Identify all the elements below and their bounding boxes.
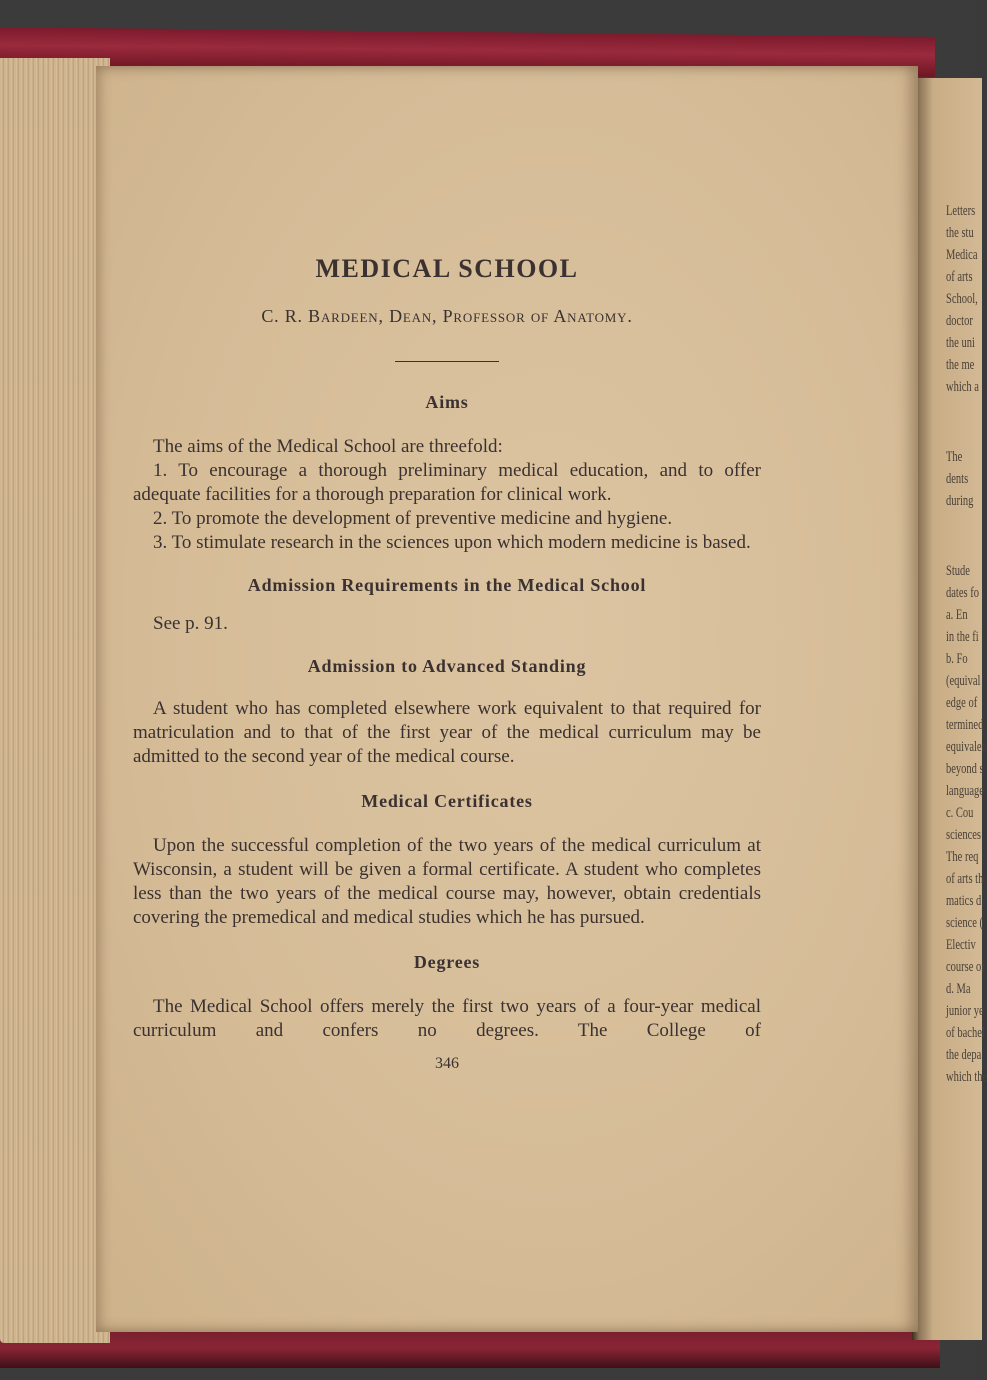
facing-gap (946, 398, 974, 446)
facing-line: beyond s (946, 761, 984, 777)
page-title: MEDICAL SCHOOL (315, 254, 579, 283)
facing-line: equivalen (946, 739, 987, 755)
facing-line: doctor (946, 313, 973, 329)
facing-line: dents (946, 471, 969, 487)
degrees-heading: Degrees (413, 952, 481, 972)
facing-line: Medica (946, 247, 978, 263)
facing-line: edge of (946, 695, 978, 711)
facing-line: of arts (946, 269, 973, 285)
facing-line: the stu (946, 225, 974, 241)
facing-line: d. Ma (946, 981, 971, 997)
dean-line: C. R. Bardeen, Dean, Professor of Anatomy. (261, 306, 633, 326)
admission-heading: Admission Requirements in the Medical School (247, 575, 647, 595)
advanced-standing-heading: Admission to Advanced Standing (307, 656, 587, 676)
facing-line: which the (946, 1069, 987, 1085)
facing-line: termined (946, 717, 984, 733)
degrees-text: The Medical School offers merely the first two years of a four-year medical curriculum and confers no degrees. The College of (133, 996, 761, 1041)
facing-line: Letters (946, 203, 976, 219)
aims-heading: Aims (425, 392, 469, 412)
facing-line: which a (946, 379, 979, 395)
facing-line: (equival (946, 673, 981, 689)
aims-item-1: 1. To encourage a thorough preliminary medical education, and to offer adequate facilities for a thorough preparation for clinical work. (133, 460, 761, 505)
facing-line: of bachel (946, 1025, 985, 1041)
facing-line: the me (946, 357, 975, 373)
facing-line: sciences (946, 827, 981, 843)
facing-line: The req (946, 849, 979, 865)
facing-line: matics d (946, 893, 982, 909)
facing-line: a. En (946, 607, 968, 623)
page-content (133, 186, 761, 1073)
facing-line: dates fo (946, 585, 979, 601)
aims-intro: The aims of the Medical School are threefold: (153, 436, 503, 457)
facing-line: The (946, 449, 963, 465)
facing-line: junior ye (946, 1003, 984, 1019)
certificates-heading: Medical Certificates (361, 791, 533, 811)
aims-item-2: 2. To promote the development of preventive medicine and hygiene. (153, 508, 673, 529)
facing-gap (946, 512, 974, 560)
facing-page-text (946, 200, 987, 1088)
page-stack-edge (0, 58, 110, 1343)
admission-text: See p. 91. (153, 613, 228, 634)
facing-line: of arts th (946, 871, 984, 887)
facing-line: science ( (946, 915, 984, 931)
certificates-text: Upon the successful completion of the two years of the medical curriculum at Wisconsin, a student will be given a formal certificate. A student who completes less than the two years of the medical course may, however, obtain credentials covering the premedical and medical studies which he has pursued. (133, 835, 761, 928)
facing-line: course of (946, 959, 985, 975)
advanced-standing-text: A student who has completed elsewhere work equivalent to that required for matriculation and to that of the first year of the medical curriculum may be admitted to the second year of the medical course. (133, 698, 761, 767)
aims-item-3: 3. To stimulate research in the sciences upon which modern medicine is based. (153, 532, 751, 553)
facing-line: during (946, 493, 974, 509)
page-number: 346 (435, 1055, 459, 1072)
facing-line: Electiv (946, 937, 976, 953)
divider-rule (395, 361, 499, 362)
facing-line: b. Fo (946, 651, 968, 667)
facing-line: the uni (946, 335, 975, 351)
facing-line: language (946, 783, 984, 799)
facing-line: c. Cou (946, 805, 974, 821)
facing-line: School, (946, 291, 978, 307)
facing-line: in the fi (946, 629, 979, 645)
facing-line: Stude (946, 563, 970, 579)
facing-line: the depa (946, 1047, 982, 1063)
